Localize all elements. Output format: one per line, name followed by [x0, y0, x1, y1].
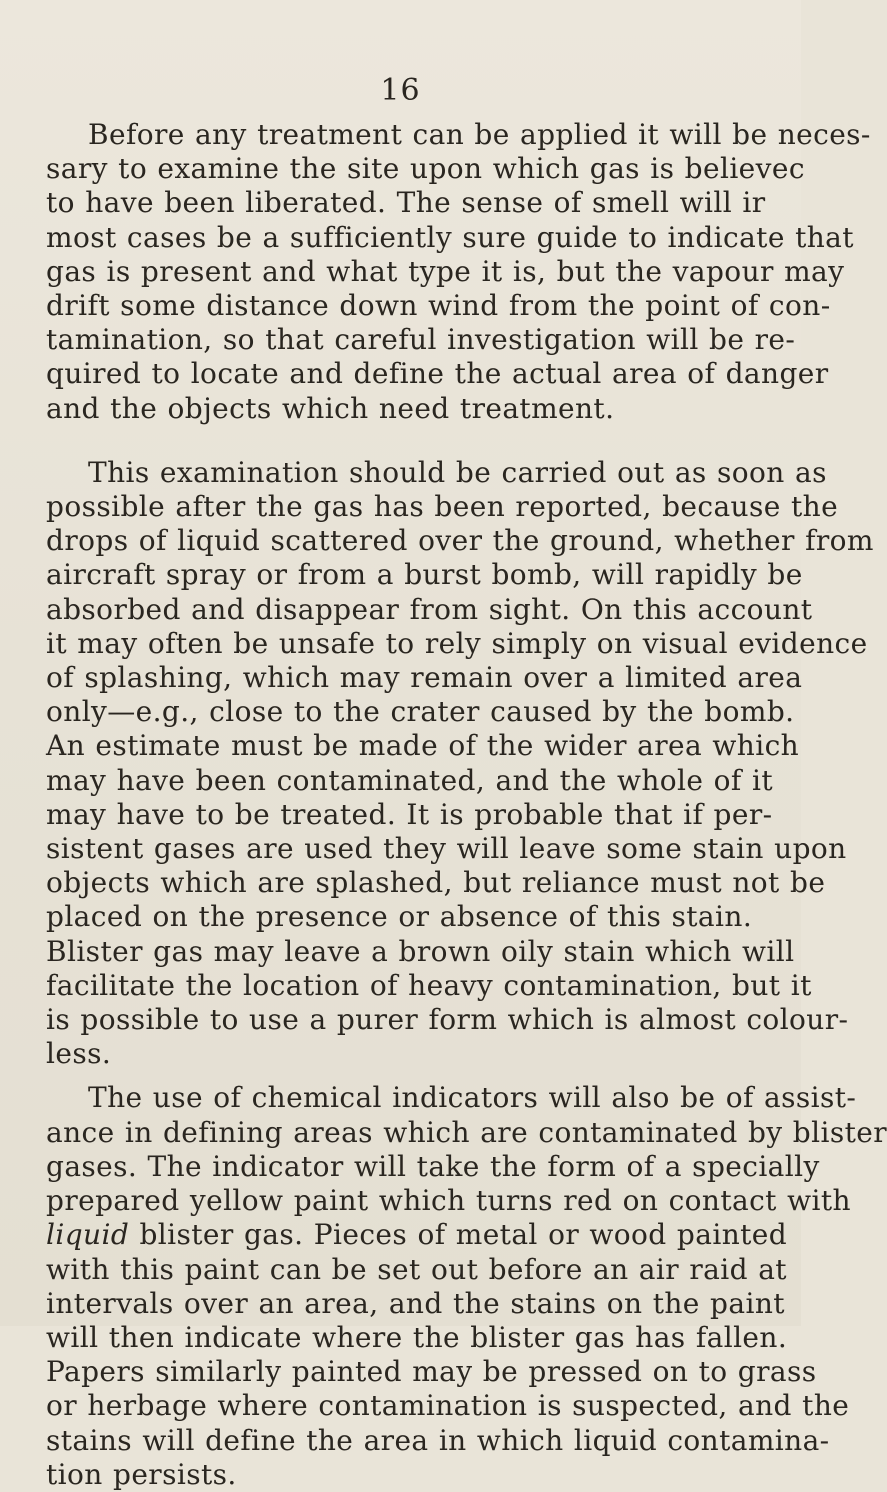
text-line: placed on the presence or absence of this stain.: [46, 900, 753, 934]
text-line: This examination should be carried out as soon as: [88, 455, 827, 489]
text-line: absorbed and disappear from sight. On this account: [46, 592, 813, 626]
text-line: liquid blister gas. Pieces of metal or wood painted: [46, 1218, 788, 1252]
text-line: and the objects which need treatment.: [46, 391, 615, 425]
paragraph-2: [46, 455, 874, 1072]
text-line: it may often be unsafe to rely simply on visual evidence: [46, 626, 868, 660]
text-line: The use of chemical indicators will also be of assist-: [88, 1081, 857, 1115]
text-line: stains will define the area in which liquid contamina-: [46, 1423, 830, 1457]
page-number: 16: [380, 73, 421, 108]
paragraph-3: [46, 1081, 887, 1491]
text-line: Before any treatment can be applied it will be neces-: [88, 118, 871, 151]
text-line: drift some distance down wind from the point of con-: [46, 289, 831, 323]
paragraph-1: [46, 118, 871, 426]
text-line: Blister gas may leave a brown oily stain which will: [46, 934, 795, 968]
text-line: gas is present and what type it is, but the vapour may: [46, 254, 845, 288]
text-line: or herbage where contamination is suspected, and the: [46, 1389, 850, 1423]
body-text: [46, 118, 887, 1492]
text-line: An estimate must be made of the wider area which: [46, 729, 800, 763]
text-line: less.: [46, 1037, 112, 1071]
text-line: Papers similarly painted may be pressed on to grass: [46, 1355, 817, 1389]
text-line: drops of liquid scattered over the ground, whether from: [46, 524, 874, 558]
text-line: gases. The indicator will take the form of a specially: [46, 1149, 820, 1183]
text-line: possible after the gas has been reported, because the: [46, 490, 839, 524]
text-line: most cases be a sufficiently sure guide to indicate that: [46, 220, 854, 254]
text-line: objects which are splashed, but reliance must not be: [46, 866, 826, 900]
text-line: ance in defining areas which are contaminated by blister: [46, 1115, 887, 1149]
text-line: tion persists.: [46, 1457, 237, 1491]
text-line: may have to be treated. It is probable that if per-: [46, 797, 773, 831]
text-line: may have been contaminated, and the whole of it: [46, 763, 773, 797]
text-line: sary to examine the site upon which gas is believec: [46, 152, 805, 186]
text-line: of splashing, which may remain over a limited area: [46, 661, 803, 695]
text-line: intervals over an area, and the stains on the paint: [46, 1286, 785, 1320]
text-line: to have been liberated. The sense of smell will ir: [46, 186, 766, 220]
text-line: with this paint can be set out before an air raid at: [46, 1252, 787, 1286]
text-line: sistent gases are used they will leave some stain upon: [46, 832, 847, 866]
text-line: tamination, so that careful investigation will be re-: [46, 323, 796, 357]
text-line: quired to locate and define the actual area of danger: [46, 357, 829, 391]
text-line: aircraft spray or from a burst bomb, will rapidly be: [46, 558, 803, 592]
text-line: only—e.g., close to the crater caused by the bomb.: [46, 695, 795, 729]
text-line: will then indicate where the blister gas has fallen.: [46, 1320, 788, 1354]
text-line: facilitate the location of heavy contamination, but it: [46, 968, 812, 1002]
text-line: is possible to use a purer form which is almost colour-: [46, 1003, 849, 1037]
text-line: prepared yellow paint which turns red on contact with: [46, 1184, 851, 1218]
